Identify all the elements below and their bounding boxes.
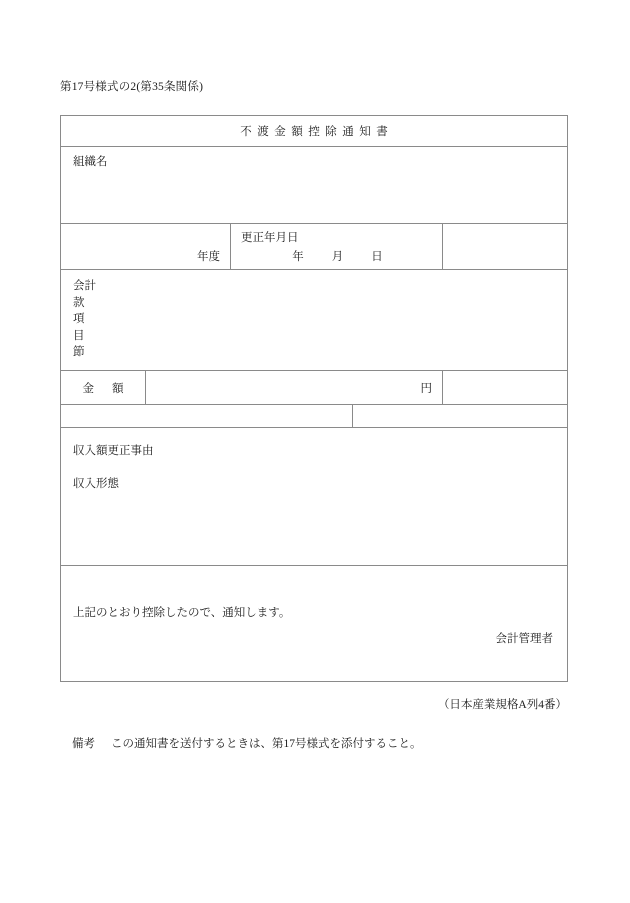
account-item-setsu: 節 <box>73 346 85 358</box>
amount-value-cell[interactable] <box>146 371 443 405</box>
organization-cell[interactable] <box>61 147 568 224</box>
revenue-form-label: 収入形態 <box>73 478 119 490</box>
account-classification-row <box>61 270 568 371</box>
form-number-heading: 第17号様式の2(第35条関係) <box>60 81 204 93</box>
correction-date-cell[interactable] <box>231 224 443 270</box>
title-cell <box>61 116 568 147</box>
blank-split-row <box>61 405 568 428</box>
amount-extra-cell[interactable] <box>443 371 568 405</box>
signature-label: 会計管理者 <box>495 633 554 645</box>
organization-row <box>61 147 568 224</box>
remarks-label: 備考 <box>72 738 95 750</box>
account-item-moku: 目 <box>73 329 85 342</box>
revenue-reason-label: 収入額更正事由 <box>73 445 154 457</box>
blank-cell-right[interactable] <box>353 405 568 428</box>
notice-statement-row <box>61 566 568 682</box>
account-classification-cell[interactable] <box>61 270 568 371</box>
amount-row <box>61 371 568 405</box>
fiscal-year-label: 年度 <box>197 251 220 263</box>
notification-form-table <box>60 115 568 682</box>
amount-label-kin: 金 <box>82 382 94 395</box>
remarks-text: この通知書を送付するときは、第17号様式を添付すること。 <box>111 738 422 750</box>
account-item-kaikei: 会計 <box>73 280 96 292</box>
date-month-unit: 月 <box>331 251 344 263</box>
remarks-note <box>72 735 422 751</box>
account-item-ko: 項 <box>73 313 85 325</box>
correction-date-label: 更正年月日 <box>241 232 299 244</box>
amount-label-gaku: 額 <box>112 382 124 395</box>
notice-statement-text: 上記のとおり控除したので、通知します。 <box>73 607 291 619</box>
blank-cell-left[interactable] <box>61 405 353 428</box>
account-item-kan: 款 <box>73 296 85 309</box>
date-year-unit: 年 <box>292 251 304 263</box>
revenue-detail-cell[interactable] <box>61 428 568 566</box>
revenue-detail-row <box>61 428 568 566</box>
notice-statement-cell <box>61 566 568 682</box>
date-extra-cell[interactable] <box>443 224 568 270</box>
organization-label: 組織名 <box>73 156 108 168</box>
amount-label-cell <box>61 371 146 405</box>
title-row <box>61 116 568 147</box>
date-day-unit: 日 <box>371 251 383 263</box>
account-classification-list <box>61 270 567 361</box>
currency-unit-label: 円 <box>420 382 432 395</box>
fiscal-year-date-row <box>61 224 568 270</box>
document-title: 不渡金額控除通知書 <box>240 126 394 138</box>
paper-size-note: （日本産業規格A列4番） <box>437 699 567 711</box>
fiscal-year-cell[interactable] <box>61 224 231 270</box>
date-placeholders <box>241 248 434 264</box>
